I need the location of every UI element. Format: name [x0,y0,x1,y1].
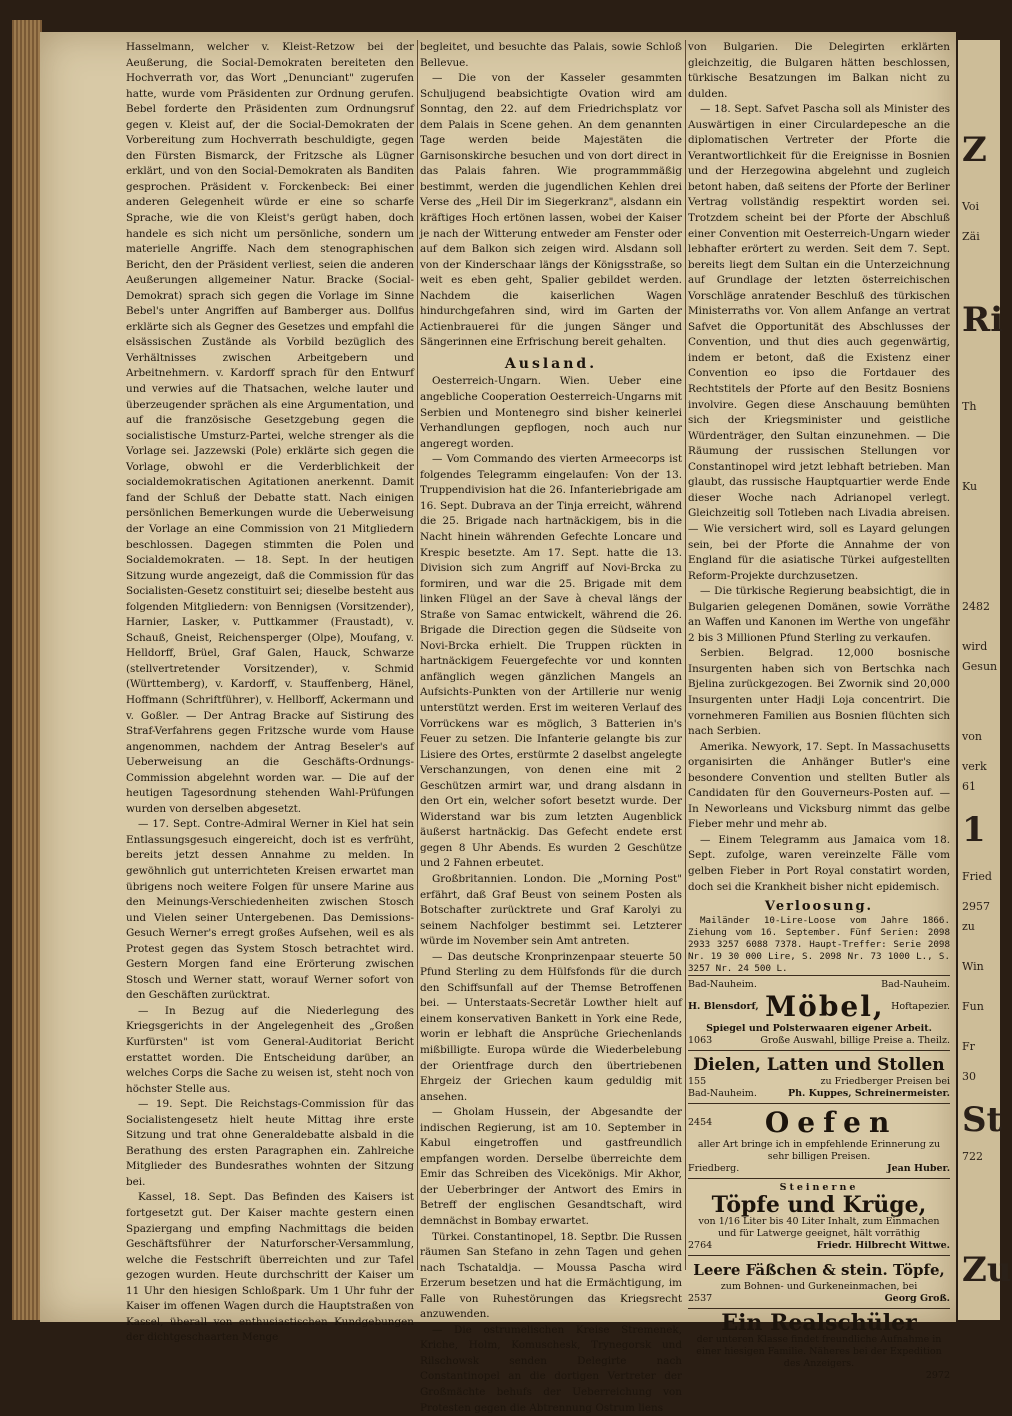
fragment-text: Fr [962,1040,975,1053]
column-rule [417,40,418,1270]
ad-toepfe [688,1178,950,1255]
fragment-text: Fun [962,1000,984,1013]
column-3 [688,40,950,1381]
ad-subtitle: Hoftapezier. [891,1000,950,1012]
fragment-text: 2482 [962,600,990,613]
ad-dielen [688,1050,950,1103]
ad-number: 1063 [688,1034,713,1046]
article-serbien: Serbien. Belgrad. 12,000 bosnische Insurgenten haben sich von Bertschka nach Bjelina zurückgezogen. Bei Zwornik sind 20,000 Insurgenten unter Hadji Loja concentrirt. Die vornehmeren Familien aus Bosnien flüchten sich nach Serbien. [688,647,950,738]
adjacent-page-fragment [958,40,1012,1320]
ad-line: von 1/16 Liter bis 40 Liter Inhalt, zum Einmachen und für Latwerge geeignet, hält vorräthig [698,1215,940,1239]
ad-oefen [688,1103,950,1178]
ad-line: aller Art bringe ich in empfehlende Erinnerung zu sehr billigen Preisen. [697,1138,941,1162]
ad-owner: Jean Huber. [887,1162,950,1174]
section-heading-ausland: Ausland. [504,355,598,372]
ad-faesschen [688,1255,950,1308]
ad-place: Bad-Nauheim. [881,978,950,990]
column-rule [685,40,686,1270]
ad-owner: Ph. Kuppes, Schreinermeister. [787,1087,950,1099]
fragment-text: 61 [962,780,976,793]
article-paragraph: — Gholam Hussein, der Abgesandte der indischen Regierung, ist am 10. September in Kabul eingetroffen und gastfreundlich empfangen worden. Derselbe überreichte dem Emir das Schreiben des Vicekönigs. Mir Akhor, der Ueberbringer der Antwort des Emirs in Betreff der englischen Gesandtschaft, wird demnächst in Bombay erwartet. [420,1106,682,1228]
column-1 [126,40,414,1344]
article-paragraph: — Vom Commando des vierten Armeecorps ist folgendes Telegramm eingelaufen: Von der 13. Truppendivision hat die 26. Infanteriebrigade am 16. Sept. Dubrava an der Tinja erreicht, während die 25. Brigade nach hartnäckigem, bis in die Nacht hinein währenden Gefechte Loncare und Krespic besetzte. Am 17. Sept. hatte die 13. Division sich zum Angriff auf Novi-Brcka zu formiren, und war die 25. Brigade mit dem linken Flügel an der Save à cheval längs der Straße von Samac entwickelt, während die 26. Brigade die Direction gegen die Südseite von Novi-Brcka erhielt. Die Truppen rückten in hartnäckigem Feuergefechte vor und konnten anfänglich wegen gänzlichen Mangels an Aufsichts-Punkten von der Artillerie nur wenig unterstützt werden. Erst im weiteren Verlauf des Vorrückens war es möglich, 3 Batterien in's Feuer zu setzen. Die Infanterie gelangte bis zur Lisiere des Ortes, erstürmte 2 daselbst angelegte Verschanzungen, von denen eine mit 2 Geschützen armirt war, und drang alsdann in den Ort ein, welcher sofort besetzt wurde. Der Widerstand war bis zum letzten Augenblick äußerst hartnäckig. Das Gefecht endete erst gegen 8 Uhr Abends. Es wurden 2 Geschütze und 2 Fahnen erbeutet. [420,453,682,870]
verloosung-heading: Verloosung. [764,899,874,915]
verloosung-text: Mailänder 10-Lire-Loose vom Jahre 1866. Ziehung vom 16. September. Fünf Serien: 2098 2933 3257 6088 7378. Haupt-Treffer: Serie 2098 Nr. 19 30 000 Lire, S. 2098 Nr. 73 1000 L., S. 3257 Nr. 24 500 L. [688,914,950,974]
fragment-text: zu [962,920,975,933]
fragment-text: Fried [962,870,992,883]
ad-moebel [688,975,950,1050]
fragment-text: 30 [962,1070,976,1083]
ad-number: 2972 [925,1369,950,1381]
article-oesterreich: Oesterreich-Ungarn. Wien. Ueber eine angebliche Cooperation Oesterreich-Ungarns mit Serbien und Montenegro sind bisher keinerlei Verhandlungen gepflogen, noch auch nur angeregt worden. [420,375,682,450]
ad-place: Bad-Nauheim. [688,1087,757,1099]
ad-title: Dielen, Latten und Stollen [693,1054,945,1075]
article-paragraph: — 19. Sept. Die Reichstags-Commission für das Socialistengesetz hielt heute Mittag ihre erste Sitzung und trat ohne Generaldebatte alsbald in die Berathung des ersten Paragraphen ein. Zahlreiche Mitglieder des Bundesrathes wohnten der Sitzung bei. [126,1098,414,1188]
ad-line: zu Friedberger Preisen bei [820,1075,950,1087]
article-tuerkei: Türkei. Constantinopel, 18. Septbr. Die Russen räumen San Stefano in zehn Tagen und gehen nach Tschataldja. — Moussa Pascha wird Erzerum besetzen und hat die Ermächtigung, im Falle von Ruhestörungen das Kriegsrecht anzuwenden. [420,1230,682,1321]
article-paragraph: — In Bezug auf die Niederlegung des Kriegsgerichts in der Angelegenheit des „Großen Kurfürsten" ist vom General-Auditoriat Bericht erstattet worden. Die Entscheidung darüber, an welches Corps die Sache zu weisen ist, steht noch von höchster Stelle aus. [126,1004,414,1095]
fragment-text: Z [962,130,987,170]
article-paragraph: begleitet, und besuchte das Palais, sowie Schloß Bellevue. [420,41,682,69]
fragment-text: von [962,730,982,743]
ad-number: 2764 [688,1239,713,1251]
ad-place: Friedberg. [688,1162,740,1174]
article-paragraph: — Das deutsche Kronprinzenpaar steuerte 50 Pfund Sterling zu dem Hülfsfonds für die durch den Schiffsunfall auf der Themse Betroffenen bei. — Unterstaats-Secretär Lowther hielt auf einem konservativen Bankett in York eine Rede, worin er lebhaft die Ansprüche Griechenlands mißbilligte. Europa würde die Wiederbelebung der Orientfrage durch den übertriebenen Ehrgeiz der Griechen kaum geduldig mit ansehen. [420,950,682,1103]
ad-number: 155 [688,1075,707,1087]
fragment-text: St [962,1100,1003,1140]
article-paragraph: — Die ostrumelischen Kreise Stremenek, Kriche, Holm, Komuschesk, Trynegorsk und Rilschowsk senden Delegirte nach Constantinopel an die dortigen Vertreter der Großmächte behufs der Ueberreichung von Protesten gegen die Abtrennung Ostrum liens [420,1323,682,1414]
ad-line: zum Bohnen- und Gurkeneinmachen, bei [720,1280,918,1292]
ad-number: 2454 [688,1116,713,1128]
fragment-text: 722 [962,1150,983,1163]
fragment-text: Th [962,400,977,413]
article-paragraph: — Die von der Kasseler gesammten Schuljugend beabsichtigte Ovation wird am Sonntag, den 22. auf dem Friedrichsplatz vor dem Palais in Scene gehen. An dem genannten Tage werden beide Majestäten die Garnisonskirche besuchen und von dort direct in das Palais fahren. Wie programmmäßig bestimmt, werden die jugendlichen Kehlen drei Verse des „Heil Dir im Siegerkranz", alsdann ein kräftiges Hoch ertönen lassen, wobei der Kaiser je nach der Witterung entweder am Fenster oder auf dem Balkon sich zeigen wird. Alsdann soll von der Kinderschaar längs der Königsstraße, so weit es eben geht, Spalier gebildet werden. Nachdem die kaiserlichen Wagen hindurchgefahren sind, wird im Garten der Actienbrauerei für die jungen Sänger und Sängerinnen eine Erfrischung bereit gehalten. [420,72,682,349]
fragment-text: 1 [962,810,986,850]
article-paragraph: — 18. Sept. Safvet Pascha soll als Minister des Auswärtigen in einer Circulardepesche an die diplomatischen Vertreter der Pforte die Verantwortlichkeit für die Ereignisse in Bosnien und der Herzegowina abgelehnt und zugleich betont haben, daß seitens der Pforte der Berliner Vertrag vollständig respektirt worden sei. Trotzdem scheint bei der Pforte der Abschluß einer Convention mit Oesterreich-Ungarn wieder lebhafter erörtert zu werden. Seit dem 7. Sept. bereits liegt dem Sultan ein die Unterzeichnung auf Grundlage der letzten österreichischen Vorschläge anratender Beschluß des türkischen Ministerraths vor. Von allem Anfange an vertrat Safvet die Opportunität des Abschlusses der Convention, und thut dies auch gegenwärtig, indem er betont, daß die Existenz einer Convention eo ipso die Fortdauer des Rechtstitels der Pforte auf den Besitz Bosniens involvire. Gegen diese Anschauung bemühten sich der Kriegsminister und geistliche Würdenträger, den Sultan einzunehmen. — Die Räumung der russischen Stellungen vor Constantinopel wird jetzt lebhaft betrieben. Man glaubt, das russische Hauptquartier werde Ende dieser Woche nach Adrianopel verlegt. Gleichzeitig soll Totleben nach Livadia abreisen. — Wie versichert wird, soll es Layard gelungen sein, bei der Pforte die Annahme der von England für die asiatische Türkei aufgestellten Reform-Projekte durchzusetzen. [688,103,950,582]
ad-owner: Georg Groß. [884,1292,950,1304]
article-paragraph: — 17. Sept. Contre-Admiral Werner in Kiel hat sein Entlassungsgesuch eingereicht, doch ist es verfrüht, bereits jetzt dessen Annahme zu melden. In gewöhnlich gut unterrichteten Kreisen erwartet man übrigens noch weitere Folgen für unsere Marine aus den Meinungs-Verschiedenheiten zwischen Stosch und Vielen seiner Untergebenen. Das Demissions-Gesuch Werner's erregt großes Aufsehen, weil es als Protest gegen das System Stosch betrachtet wird. Gestern Morgen fand eine Erörterung zwischen Stosch und Werner statt, worauf Werner sofort von den Geschäften zurücktrat. [126,818,414,1002]
fragment-text: Win [962,960,984,973]
fragment-text: Ku [962,480,978,493]
ad-number: 2537 [688,1292,713,1304]
article-paragraph: — Einem Telegramm aus Jamaica vom 18. Sept. zufolge, waren vereinzelte Fälle vom gelben Fieber in Port Royal constatirt worden, doch sei die Krankheit bisher nicht epidemisch. [688,833,950,893]
article-grossbritannien: Großbritannien. London. Die „Morning Post" erfährt, daß Graf Beust von seinem Posten als Botschafter zurücktrete und Graf Karolyi zu seinem Nachfolger bestimmt sei. Letzterer würde im November sein Amt antreten. [420,872,682,948]
fragment-text: Voi [962,200,980,213]
ad-title: Leere Fäßchen & stein. Töpfe, [693,1260,945,1279]
ad-title: Töpfe und Krüge, [711,1191,927,1218]
ad-note: Große Auswahl, billige Preise a. Theilz. [760,1034,950,1046]
article-paragraph: Kassel, 18. Sept. Das Befinden des Kaisers ist fortgesetzt gut. Der Kaiser machte gestern einen Spaziergang und empfing Nachmittags die beiden Geschäftsführer der Naturforscher-Versammlung, welche die Festschrift überreichten und zur Tafel gezogen wurden. Heute durchschritt der Kaiser um 11 Uhr den hiesigen Schloßpark. Um 1 Uhr fuhr der Kaiser im offenen Wagen durch die Hauptstraßen von Kassel, überall von enthusiastischen Kundgebungen der dichtgeschaarten Menge [126,1191,414,1344]
ad-line: Spiegel und Polsterwaaren eigener Arbeit. [706,1022,932,1034]
ad-owner: H. Blensdorf, [688,1000,759,1012]
book-page-edge [12,20,42,1320]
fragment-text: wird [962,640,988,653]
ad-line: der unteren Klasse findet freundliche Aufnahme in einer hiesigen Familie. Näheres bei der Expedition des Anzeigers. [696,1333,942,1369]
ad-title: Oefen [764,1105,898,1139]
fragment-text: Gesun [962,660,998,673]
fragment-text: 2957 [962,900,990,913]
fragment-text: Ri [962,300,1004,340]
article-paragraph: — Die türkische Regierung beabsichtigt, die in Bulgarien gelegenen Domänen, sowie Vorräthe an Waffen und Kanonen im Werthe von ungefähr 2 bis 3 Millionen Pfund Sterling zu verkaufen. [688,585,950,644]
ad-place: Bad-Nauheim. [688,978,757,990]
ad-realschueler [688,1308,950,1385]
fragment-text: verk [962,760,987,773]
column-2 [420,40,682,1414]
fragment-text: Zu [962,1250,1012,1290]
ad-title: Ein Realschüler [721,1309,917,1336]
ad-top: Steinerne [779,1181,859,1193]
article-paragraph: von Bulgarien. Die Delegirten erklärten gleichzeitig, die Bulgaren hätten beschlossen, türkische Besatzungen im Balkan nicht zu dulden. [688,41,950,100]
article-paragraph: Hasselmann, welcher v. Kleist-Retzow bei der Aeußerung, die Social-Demokraten bereiteten den Hochverrath vor, das Wort „Denunciant" zugerufen hatte, wurde vom Präsidenten zur Ordnung gerufen. Bebel forderte den Präsidenten zum Ordnungsruf gegen v. Kleist auf, der die Social-Demokraten der Vorbereitung zum Hochverrath beschuldigte, gegen den Fürsten Bismarck, der Fritzsche als Lügner erklärt, und von den Social-Demokraten als Banditen gesprochen. Präsident v. Forckenbeck: Bei einer anderen Gelegenheit würde er eine so scharfe Sprache, wie die von Kleist's gerügt haben, doch handele es sich nicht um persönliche, sondern um materielle Angriffe. Nach dem stenographischen Bericht, den der Präsident verliest, seien die anderen Aeußerungen allgemeiner Natur. Bracke (Social-Demokrat) sprach sich gegen die Vorlage im Sinne Bebel's unter Angriffen auf Bamberger aus. Dollfus erklärte sich als Gegner des Gesetzes und empfahl die elsässischen Zustände als Vorbild bezüglich des Verhältnisses zwischen Arbeitgebern und Arbeitnehmern. v. Kardorff sprach für den Entwurf und verwies auf die Thatsachen, welche lauter und überzeugender sprächen als eine Argumentation, und auf die französische Gesetzgebung gegen die socialistische Umsturz-Partei, welche strenger als die Vorlage sei. Jazzewski (Pole) erklärte sich gegen die Vorlage, obwohl er die Verderblichkeit der socialdemokratischen Agitationen anerkennt. Damit fand der Schluß der Debatte statt. Nach einigen persönlichen Bemerkungen wurde die Ueberweisung der Vorlage an eine Commission von 21 Mitgliedern beschlossen. Dagegen stimmten die Polen und Socialdemokraten. — 18. Sept. In der heutigen Sitzung wurde angezeigt, daß die Commission für das Socialisten-Gesetz constituirt sei; dieselbe besteht aus folgenden Mitgliedern: von Bennigsen (Vorsitzender), Harnier, Lasker, v. Puttkammer (Fraustadt), v. Schauß, Gneist, Reichensperger (Olpe), Moufang, v. Helldorff, Brüel, Graf Galen, Hauck, Schwarze (stellvertretender Vorsitzender), v. Schmid (Württemberg), v. Kardorff, v. Stauffenberg, Hänel, Hoffmann (Schriftführer), v. Hellborff, Ackermann und v. Goßler. — Der Antrag Bracke auf Sistirung des Straf-Verfahrens gegen Fritzsche wurde vom Hause angenommen, nachdem der Antrag Beseler's auf Ueberweisung an die Geschäfts-Ordnungs-Commission abgelehnt worden war. — Die auf der heutigen Tagesordnung stehenden Wahl-Prüfungen wurden von derselben abgesetzt. [126,41,414,815]
fragment-text: Zäi [962,230,980,243]
article-amerika: Amerika. Newyork, 17. Sept. In Massachusetts organisirten die Anhänger Butler's eine besondere Convention und stellten Butler als Candidaten für den Gouverneurs-Posten auf. — In Neworleans und Vicksburg nimmt das gelbe Fieber mehr und mehr ab. [688,740,950,831]
ad-owner: Friedr. Hilbrecht Wittwe. [816,1239,950,1251]
ad-title: Möbel, [765,989,885,1023]
